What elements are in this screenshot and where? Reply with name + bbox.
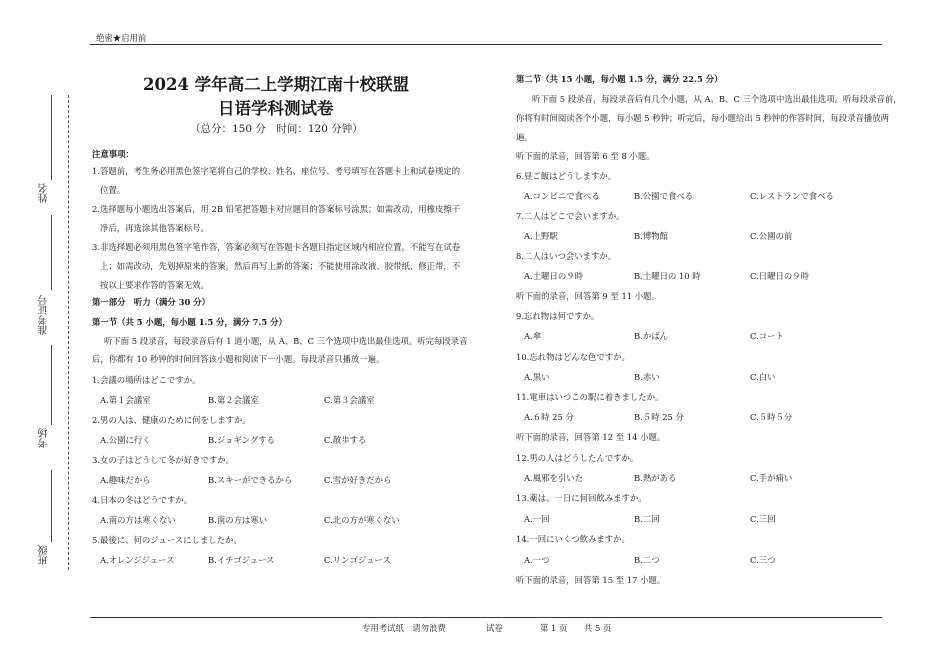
binding-dashed-line — [68, 95, 69, 570]
option-a: A.風邪を引いた — [524, 473, 583, 483]
listening-instruction: 听下面的录音，回答第 9 至 11 小题。 — [516, 291, 660, 301]
option-b: B.公園で食べる — [634, 191, 694, 201]
question-text: 4.日本の冬はどうですか。 — [92, 495, 193, 505]
question-text: 2.男の人は、健康のために何をしますか。 — [92, 415, 251, 425]
notes-line: 位置。 — [100, 185, 126, 195]
option-a: A.６時 25 分 — [524, 412, 574, 422]
class-write-line — [51, 470, 52, 542]
option-b: B.赤い — [634, 372, 660, 382]
listening-instruction: 听下面的录音，回答第 6 至 8 小题。 — [516, 151, 655, 161]
option-c: C.日曜日の９時 — [750, 271, 810, 281]
section2-heading: 第二节（共 15 小题，每小题 1.5 分，满分 22.5 分） — [516, 74, 723, 84]
option-c: C.雪が好きだから — [324, 475, 392, 485]
option-c: C.リンゴジュース — [324, 555, 391, 565]
footer-kind: 试卷 — [486, 623, 503, 633]
option-a: A.趣味だから — [100, 475, 151, 485]
option-a: A.第１会議室 — [100, 395, 151, 405]
exam-no-write-line — [51, 215, 52, 290]
option-b: B.博物館 — [634, 231, 668, 241]
option-a: A.一回 — [524, 514, 550, 524]
option-c: C.レストランで食べる — [750, 191, 834, 201]
question-text: 13.薬は、一日に何回飲みますか。 — [516, 493, 647, 503]
option-c: C.北の方が寒くない — [324, 515, 400, 525]
option-c: C.散歩する — [324, 435, 367, 445]
part1-heading: 第一部分 听力（满分 30 分） — [92, 297, 210, 307]
listening-instruction: 听下面的录音，回答第 12 至 14 小题。 — [516, 432, 666, 442]
option-b: B.二回 — [634, 514, 660, 524]
section1-intro: 听下面 5 段录音，每段录音后有 1 道小题，从 A、B、C 三个选项中选出最佳选项。听完每段录音 — [104, 336, 468, 346]
question-text: 3.女の子はどうして冬が好きですか。 — [92, 455, 234, 465]
question-text: 9.忘れ物は何ですか。 — [516, 311, 600, 321]
option-a: A.南の方は寒くない — [100, 515, 176, 525]
footer-page-total: 共 5 页 — [584, 623, 612, 633]
option-a: A.上野駅 — [524, 231, 558, 241]
option-c: C.第３会議室 — [324, 395, 375, 405]
option-b: B.５時 25 分 — [634, 412, 684, 422]
section1-intro: 后，你都有 10 秒钟的时间回答该小题和阅读下一小题。每段录音只播放一遍。 — [92, 354, 385, 364]
option-a: A.コンビニで食べる — [524, 191, 600, 201]
option-b: B.熱がある — [634, 473, 677, 483]
option-b: B.ジョギングする — [208, 435, 276, 445]
exam-subject: 日语学科测试卷 — [218, 99, 334, 118]
question-text: 6.昼ご飯はどうしますか。 — [516, 171, 617, 181]
notes-line: 1.答题前，考生务必用黑色签字笔将自己的学校、姓名、座位号、考号填写在答题卡上和试卷规定的 — [92, 166, 461, 176]
option-b: B.土曜日の 10 時 — [634, 271, 701, 281]
exam-title: 2024 学年高二上学期江南十校联盟 — [143, 75, 410, 94]
option-b: B.二つ — [634, 555, 660, 565]
question-text: 5.最後に、何のジュースにしましたか。 — [92, 535, 242, 545]
notes-line: 按以上要求作答的答案无效。 — [100, 280, 209, 290]
option-c: C.コート — [750, 331, 784, 341]
footer-rule — [90, 617, 882, 618]
option-c: C.三回 — [750, 514, 776, 524]
notes-line: 2.选择题每小题选出答案后，用 2B 铅笔把答题卡对应题目的答案标号涂黑；如需改动，用橡皮擦干 — [92, 204, 461, 214]
option-c: C.白い — [750, 372, 776, 382]
option-c: C.５時５分 — [750, 412, 793, 422]
option-a: A.オレンジジュース — [100, 555, 175, 565]
question-text: 7.二人はどこで会いますか。 — [516, 211, 625, 221]
option-c: C.三つ — [750, 555, 776, 565]
option-a: A.黒い — [524, 372, 550, 382]
name-write-line — [51, 95, 52, 180]
listening-instruction: 听下面的录音，回答第 15 至 17 小题。 — [516, 575, 666, 585]
side-label-class: 班级 — [39, 545, 50, 565]
option-b: B.南の方は寒い — [208, 515, 268, 525]
footer-page-number: 第 1 页 — [540, 623, 568, 633]
option-a: A.土曜日の９時 — [524, 271, 583, 281]
option-b: B.第２会議室 — [208, 395, 259, 405]
question-text: 14.一回にいくつ飲みますか。 — [516, 534, 630, 544]
question-text: 11.電車はいつこの駅に着きましたか。 — [516, 392, 664, 402]
side-label-room: 考场 — [39, 428, 50, 448]
notes-line: 净后，再选涂其他答案标号。 — [100, 223, 209, 233]
section2-intro: 听下面 5 段录音，每段录音后有几个小题，从 A、B、C 三个选项中选出最佳选项。听每段录音前， — [532, 94, 902, 104]
room-write-line — [51, 345, 52, 425]
option-b: B.スキーができるから — [208, 475, 293, 485]
exam-meta: （总分：150 分 时间：120 分钟） — [190, 123, 363, 135]
header-rule — [90, 44, 882, 45]
section1-heading: 第一节（共 5 小题，每小题 1.5 分，满分 7.5 分） — [92, 317, 287, 327]
question-text: 10.忘れ物はどんな色ですか。 — [516, 352, 630, 362]
option-b: B.かばん — [634, 331, 668, 341]
question-text: 1.会議の場所はどこですか。 — [92, 375, 201, 385]
question-text: 8.二人はいつ会いますか。 — [516, 251, 617, 261]
option-c: C.手が痛い — [750, 473, 793, 483]
section2-intro: 你将有时间阅读各个小题，每小题 5 秒钟；听完后，每小题给出 5 秒钟的作答时间，每段录音播放两 — [516, 113, 890, 123]
footer-paper-note: 专用考试纸 请勿浪费 — [362, 623, 446, 633]
question-text: 12.男の人はどうしたんですか。 — [516, 453, 639, 463]
option-a: A.一つ — [524, 555, 550, 565]
notes-heading: 注意事项： — [92, 149, 134, 159]
option-a: A.傘 — [524, 331, 542, 341]
option-c: C.公園の前 — [750, 231, 793, 241]
notes-line: 3.非选择题必须用黑色签字笔作答，答案必须写在答题卡各题目指定区域内相应位置，不能写在试卷 — [92, 242, 461, 252]
confidential-label: 绝密★启用前 — [96, 33, 147, 43]
notes-line: 上；如需改动，先划掉原来的答案，然后再写上新的答案；不能使用涂改液、胶带纸、修正带，不 — [100, 261, 461, 271]
section2-intro: 遍。 — [516, 132, 533, 142]
option-a: A.公園に行く — [100, 435, 151, 445]
side-label-exam-no: 准考证号 — [39, 295, 50, 335]
option-b: B.イチゴジュース — [208, 555, 275, 565]
side-label-name: 姓名 — [39, 183, 50, 203]
